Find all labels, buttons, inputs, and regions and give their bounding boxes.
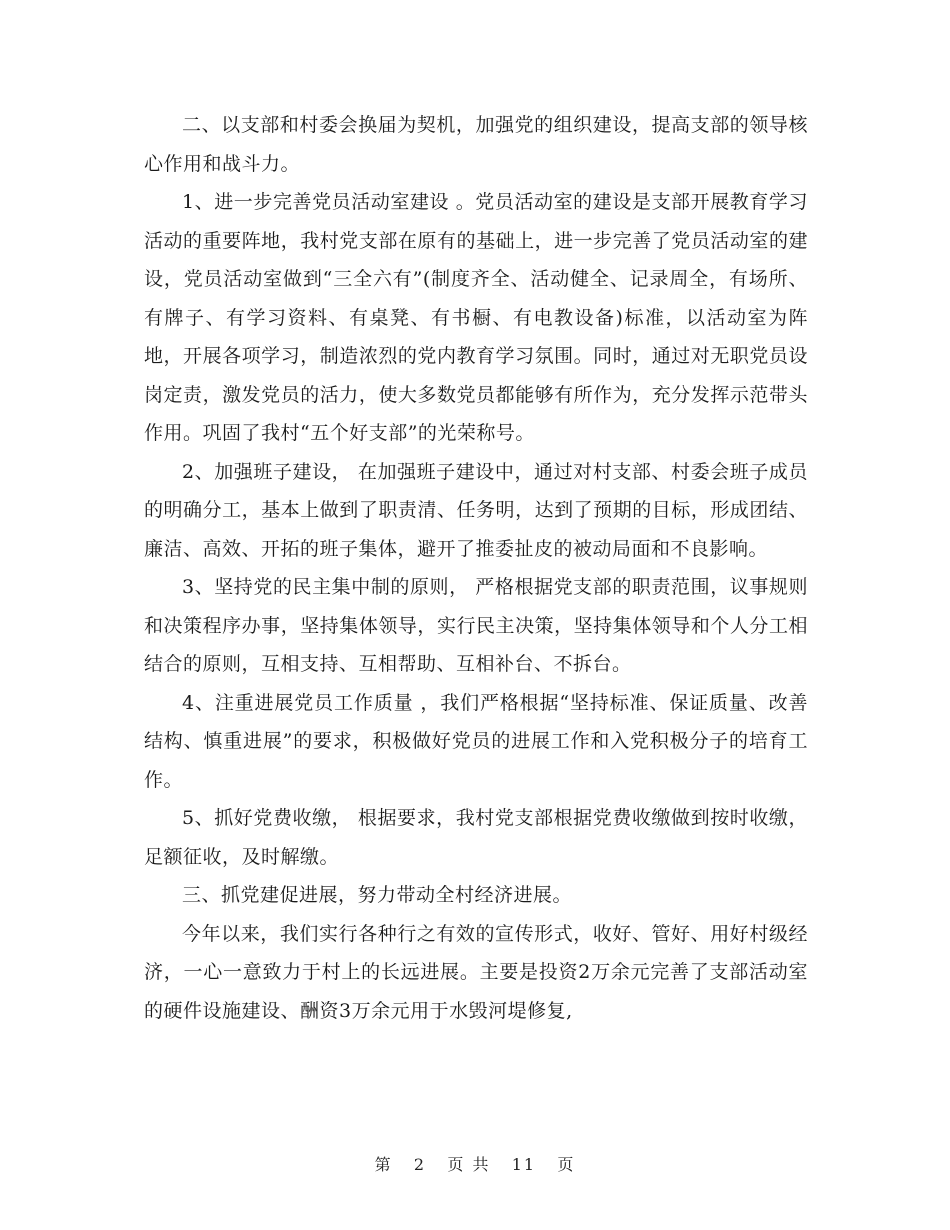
- paragraph-item-3: 3、坚持党的民主集中制的原则， 严格根据党支部的职责范围，议事规则和决策程序办事，坚持集体领导，实行民主决策，坚持集体领导和个人分工相结合的原则，互相支持、互相帮助、互相补台、不拆台。: [144, 576, 808, 675]
- footer-suffix: 页: [557, 1155, 576, 1174]
- section-heading-3: 三、抓党建促进展，努力带动全村经济进展。: [182, 884, 573, 906]
- footer-middle: 页 共: [447, 1155, 491, 1174]
- paragraph-item-4: 4、注重进展党员工作质量 ，我们严格根据“坚持标准、保证质量、改善结构、慎重进展”的要求，积极做好党员的进展工作和入党积极分子的培育工作。: [144, 691, 808, 791]
- document-body: [144, 106, 808, 1030]
- footer-current-page: 2: [413, 1155, 427, 1174]
- paragraph-item-2: 2、加强班子建设， 在加强班子建设中，通过对村支部、村委会班子成员的明确分工，基本上做到了职责清、任务明，达到了预期的目标，形成团结、廉洁、高效、开拓的班子集体，避开了推委扯皮的被动局面和不良影响。: [144, 460, 808, 560]
- paragraph-item-5: 5、抓好党费收缴， 根据要求，我村党支部根据党费收缴做到按时收缴，足额征收，及时解缴。: [144, 807, 808, 868]
- paragraph-economy: 今年以来，我们实行各种行之有效的宣传形式，收好、管好、用好村级经济，一心一意致力于村上的长远进展。主要是投资2万余元完善了支部活动室的硬件设施建设、酬资3万余元用于水毁河堤修复,: [144, 922, 808, 1022]
- section-heading-2: 二、以支部和村委会换届为契机，加强党的组织建设，提高支部的领导核心作用和战斗力。: [144, 114, 808, 175]
- footer-prefix: 第: [374, 1155, 393, 1174]
- footer-total-pages: 11: [511, 1155, 537, 1174]
- paragraph-item-1: 1、进一步完善党员活动室建设 。党员活动室的建设是支部开展教育学习活动的重要阵地，我村党支部在原有的基础上，进一步完善了党员活动室的建设，党员活动室做到“三全六有”(制度齐全、活动健全、记录周全，有场所、有牌子、有学习资料、有桌凳、有书橱、有电教设备)标准，以活动室为阵地，开展各项学习，制造浓烈的党内教育学习氛围。同时，通过对无职党员设岗定责，激发党员的活力，使大多数党员都能够有所作为，充分发挥示范带头作用。巩固了我村“五个好支部”的光荣称号。: [144, 191, 808, 444]
- page-footer: [0, 1152, 950, 1175]
